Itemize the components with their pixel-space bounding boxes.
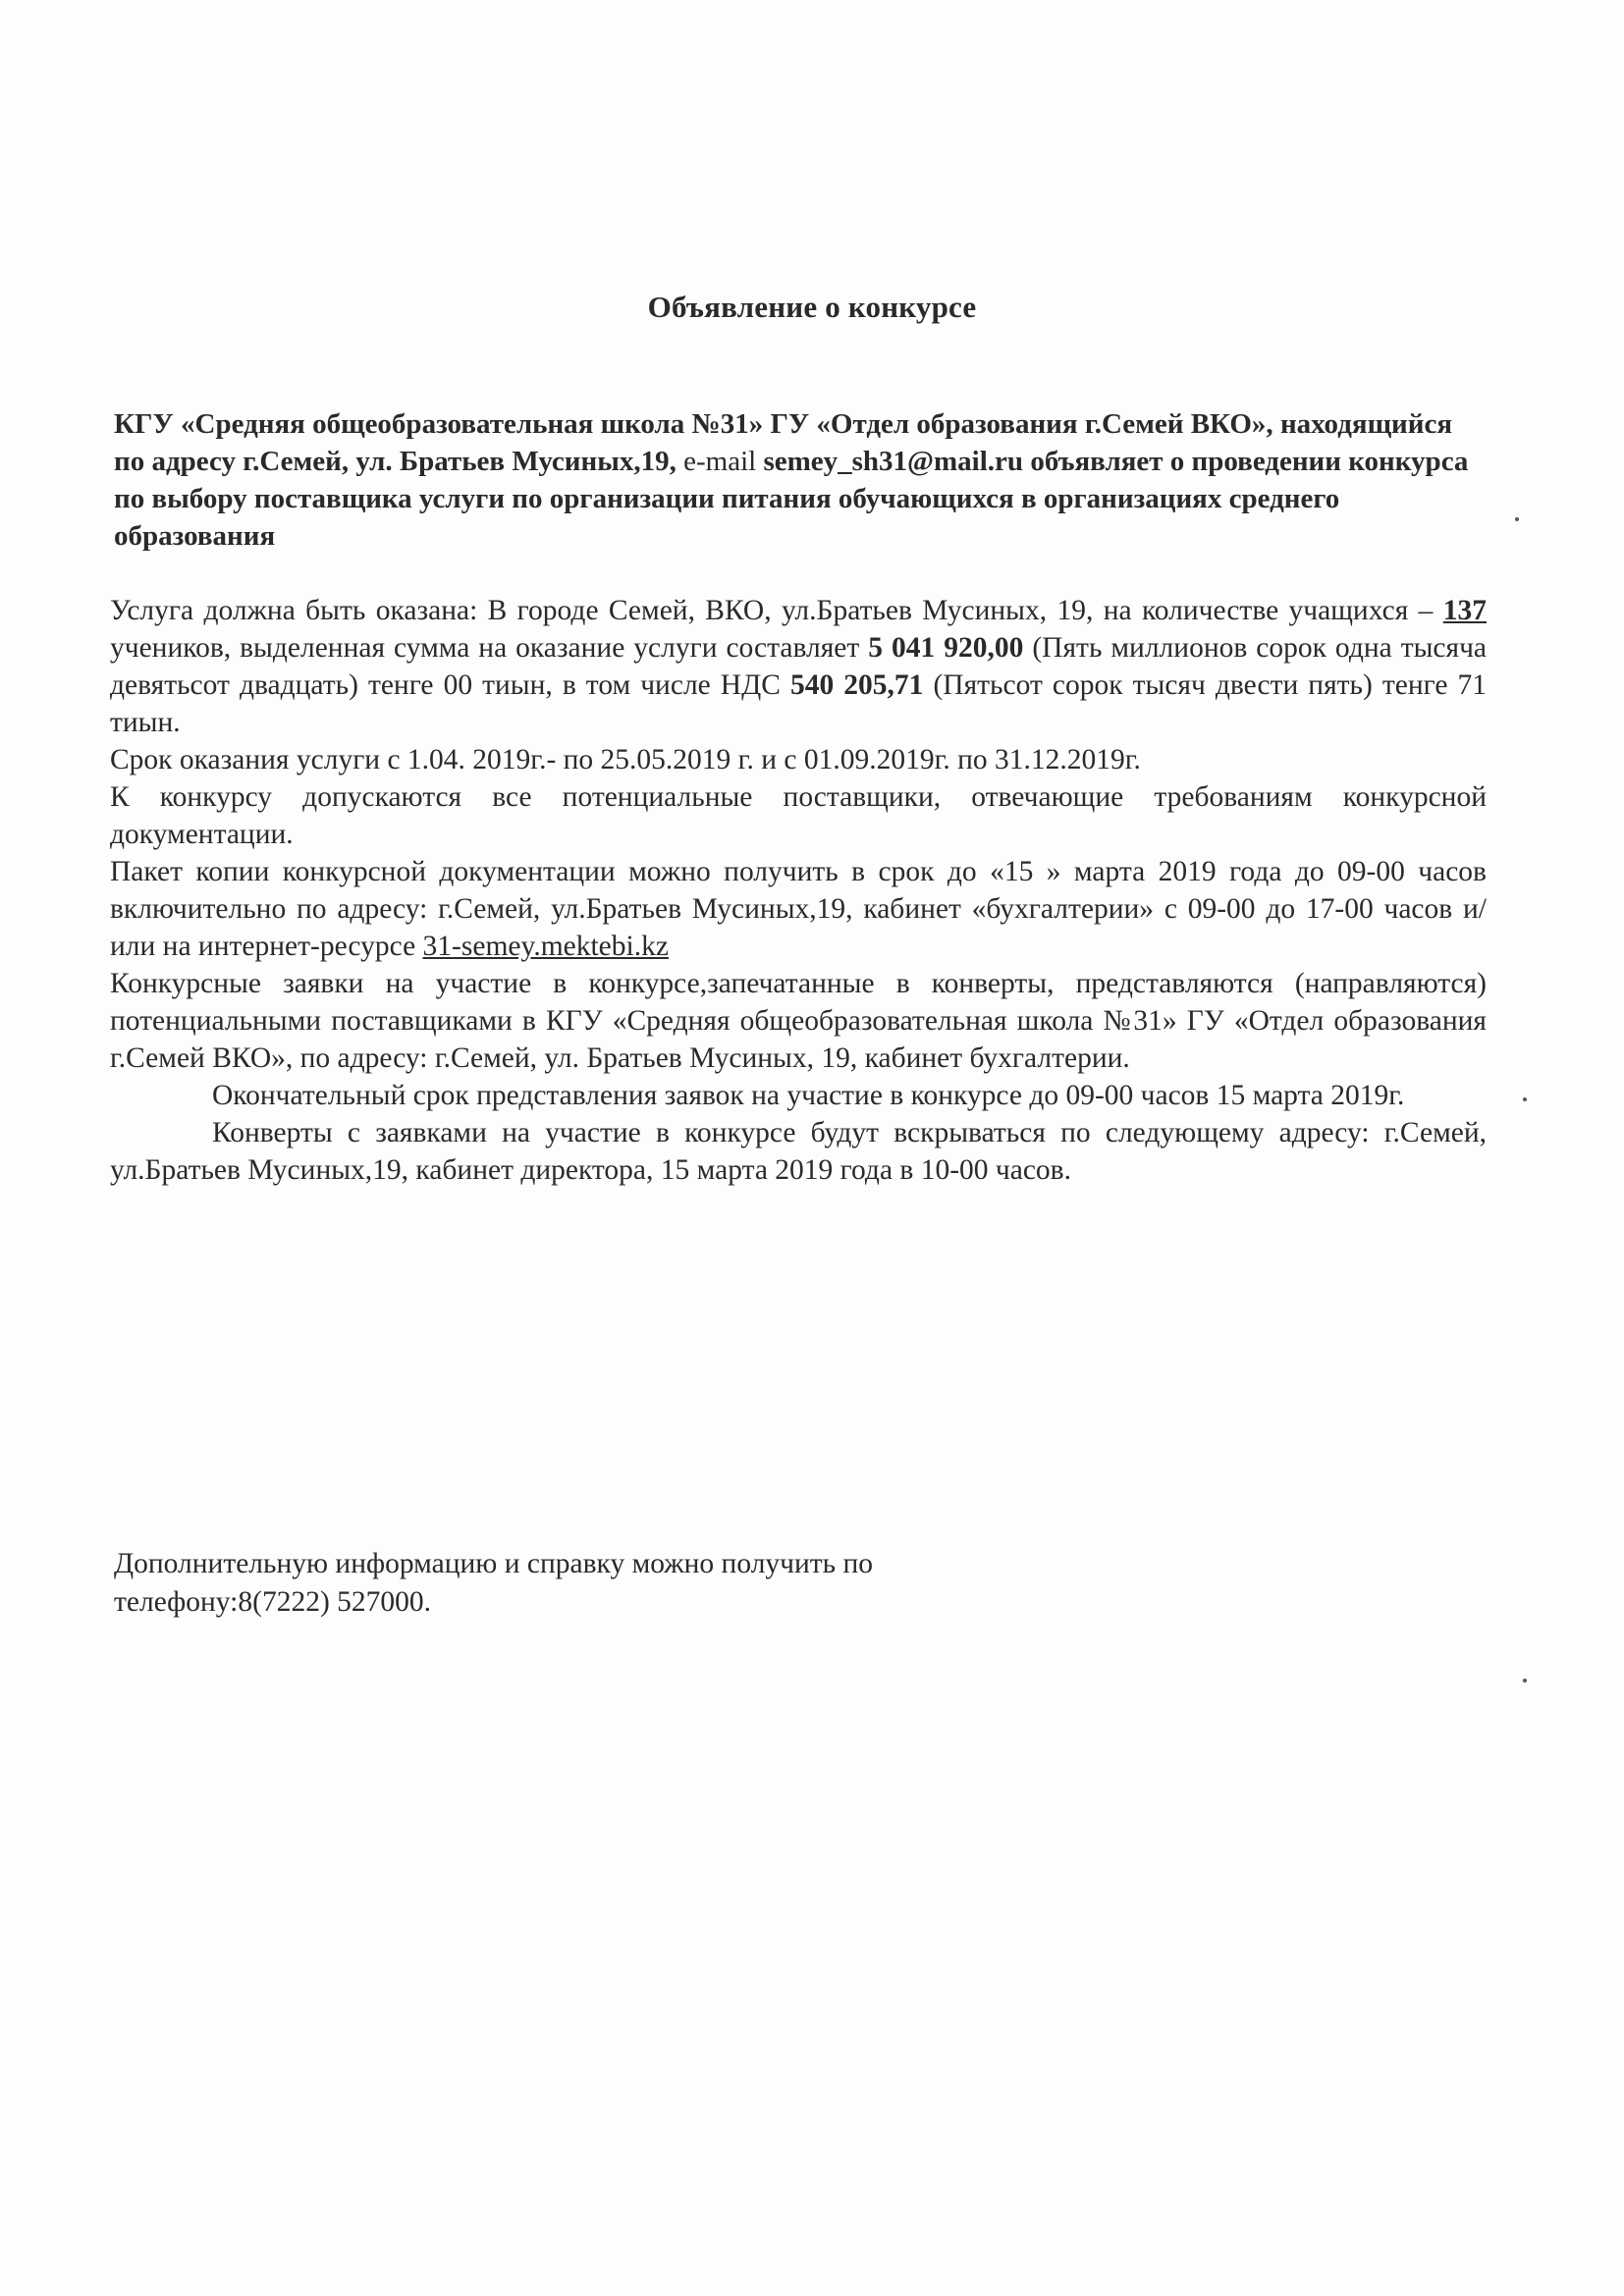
deadline-paragraph: Окончательный срок представления заявок на участие в конкурсе до 09-00 часов 15 марта 2019г. — [212, 1080, 1405, 1111]
documentation-paragraph — [110, 853, 1487, 965]
page-title: Объявление о конкурсе — [647, 290, 977, 324]
service-text-c: (Пять миллионов сорок одна тысяча девятьсот двадцать) тенге 00 тиын, в том числе НДС — [110, 632, 1487, 701]
vat-amount: 540 205,71 — [789, 669, 924, 701]
organization-header — [114, 405, 1489, 555]
email-address[interactable]: semey_sh31@mail.ru — [763, 446, 1024, 477]
service-text-b: учеников, выделенная сумма на оказание услуги составляет — [110, 632, 869, 664]
eligibility-paragraph: К конкурсу допускаются все потенциальные поставщики, отвечающие требованиям конкурсной документации. — [110, 781, 1487, 850]
students-count: 137 — [1442, 595, 1487, 626]
contact-phone: телефону:8(7222) 527000. — [114, 1586, 432, 1618]
header-line-3: объявляет о проведении конкурса по выбору поставщика услуги по организации питания обучающихся в организациях среднего образования — [114, 446, 1469, 552]
email-label: e-mail — [683, 446, 757, 477]
scan-speck — [1523, 1097, 1527, 1101]
announcement-body — [110, 592, 1487, 1189]
service-paragraph — [110, 592, 1487, 741]
header-line-1: КГУ «Средняя общеобразовательная школа №31» ГУ «Отдел образования г.Семей ВКО», — [114, 408, 1273, 440]
documentation-text: Пакет копии конкурсной документации можно получить в срок до «15 » марта 2019 года до 09-00 часов включительно по адресу: г.Семей, ул.Братьев Мусиных,19, кабинет «бухгалтерии» с 09-00 до 17-00 часов и/или на интернет-ресурсе — [110, 856, 1487, 962]
contact-line-1: Дополнительную информацию и справку можно получить по — [114, 1548, 874, 1579]
scan-speck — [1515, 517, 1519, 521]
header-line-2: находящийся по адресу г.Семей, ул. Братьев Мусиных,19, — [114, 408, 1453, 477]
contact-info — [114, 1545, 998, 1622]
website-link[interactable]: 31-semey.mektebi.kz — [422, 931, 669, 962]
service-text-d: (Пятьсот сорок тысяч двести пять) тенге 71 тиын. — [110, 669, 1488, 738]
opening-paragraph: Конверты с заявками на участие в конкурсе будут вскрываться по следующему адресу: г.Семей, ул.Братьев Мусиных,19, кабинет директора, 15 марта 2019 года в 10-00 часов. — [110, 1117, 1487, 1186]
service-text-a: Услуга должна быть оказана: В городе Семей, ВКО, ул.Братьев Мусиных, 19, на количестве учащихся – — [110, 595, 1443, 626]
total-amount: 5 041 920,00 — [868, 632, 1024, 664]
service-period: Срок оказания услуги с 1.04. 2019г.- по 25.05.2019 г. и с 01.09.2019г. по 31.12.2019г. — [110, 744, 1141, 775]
scan-speck — [1523, 1679, 1527, 1682]
submission-paragraph: Конкурсные заявки на участие в конкурсе,запечатанные в конверты, представляются (направляются) потенциальными поставщиками в КГУ «Средняя общеобразовательная школа №31» ГУ «Отдел образования г.Семей ВКО», по адресу: г.Семей, ул. Братьев Мусиных, 19, кабинет бухгалтерии. — [110, 968, 1487, 1074]
